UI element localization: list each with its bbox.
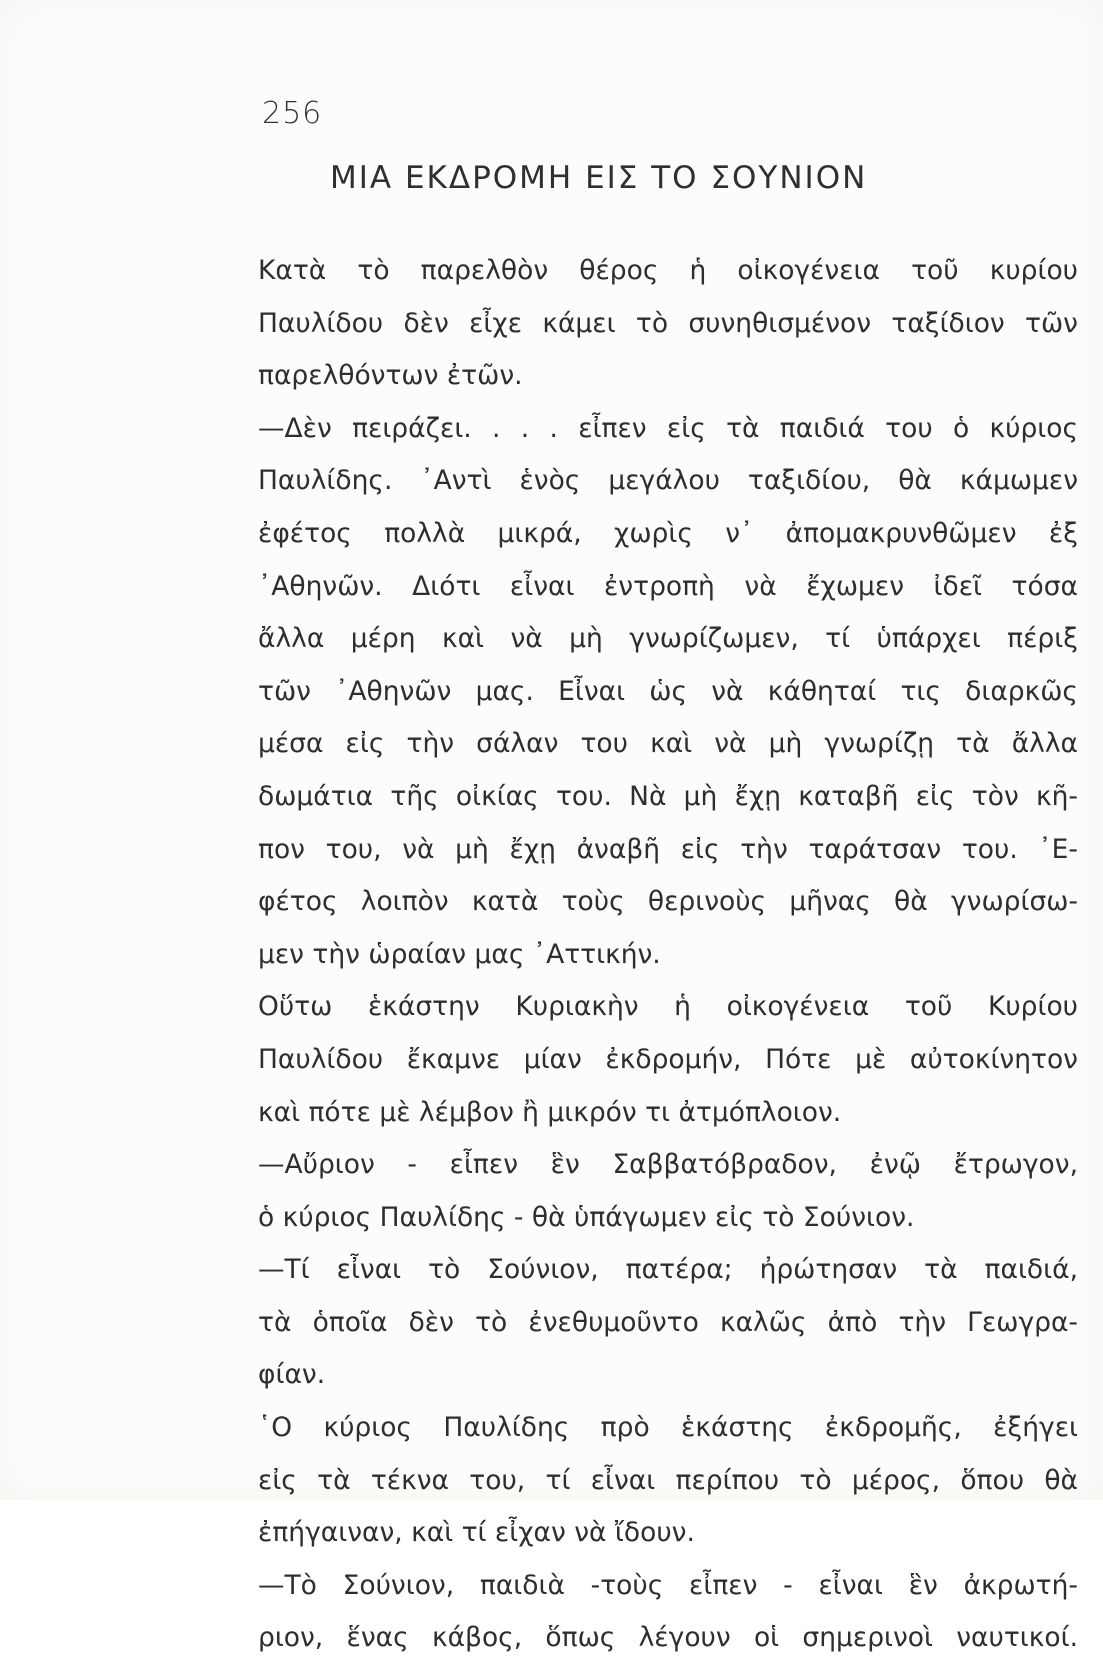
text-line: Κατὰ τὸ παρελθὸν θέρος ἡ οἰκογένεια τοῦ κυρίου (258, 255, 1078, 286)
text-line: παρελθόντων ἐτῶν. (258, 360, 523, 392)
text-line: Οὕτω ἑκάστην Κυριακὴν ἡ οἰκογένεια τοῦ Κυρίου (258, 991, 1078, 1023)
page-number: 256 (262, 96, 323, 131)
text-line: μέσα εἰς τὴν σάλαν του καὶ νὰ μὴ γνωρίζῃ τὰ ἄλλα (258, 728, 1078, 760)
text-line: καὶ πότε μὲ λέμβον ἢ μικρόν τι ἀτμόπλοιον. (258, 1096, 842, 1128)
text-line: ριον, ἕνας κάβος, ὅπως λέγουν οἱ σημερινοὶ ναυτικοί. (258, 1622, 1078, 1654)
text-line: πον του, νὰ μὴ ἔχῃ ἀναβῆ εἰς τὴν ταράτσαν του. ᾿Ε- (258, 833, 1078, 865)
text-line: ᾿Αθηνῶν. Διότι εἶναι ἐντροπὴ νὰ ἔχωμεν ἰδεῖ τόσα (258, 570, 1078, 602)
text-line: μεν τὴν ὡραίαν μας ᾿Αττικήν. (258, 938, 661, 970)
text-line: ἐπήγαιναν, καὶ τί εἶχαν νὰ ἴδουν. (258, 1517, 695, 1549)
text-line: —Δὲν πειράζει. . . . εἶπεν εἰς τὰ παιδιά του ὁ κύριος (258, 412, 1078, 444)
text-line: φίαν. (258, 1359, 326, 1391)
text-line: τὰ ὁποῖα δὲν τὸ ἐνεθυμοῦντο καλῶς ἀπὸ τὴν Γεωγρα- (258, 1306, 1078, 1338)
text-line: —Τὸ Σούνιον, παιδιὰ -τοὺς εἶπεν - εἶναι ἓν ἀκρωτή- (258, 1569, 1078, 1601)
text-line: Παυλίδης. ᾿Αντὶ ἑνὸς μεγάλου ταξιδίου, θὰ κάμωμεν (258, 465, 1078, 497)
text-line: εἰς τὰ τέκνα του, τί εἶναι περίπου τὸ μέρος, ὅπου θὰ (258, 1464, 1078, 1496)
text-line: δωμάτια τῆς οἰκίας του. Νὰ μὴ ἔχῃ καταβῆ εἰς τὸν κῆ- (258, 780, 1078, 812)
body-text (258, 245, 1078, 1665)
text-line: τῶν ᾿Αθηνῶν μας. Εἶναι ὡς νὰ κάθηταί τις διαρκῶς (258, 675, 1078, 707)
text-line: ἄλλα μέρη καὶ νὰ μὴ γνωρίζωμεν, τί ὑπάρχει πέριξ (258, 623, 1078, 655)
text-line: ἐφέτος πολλὰ μικρά, χωρὶς ν᾿ ἀπομακρυνθῶμεν ἐξ (258, 517, 1078, 549)
text-line: Παυλίδου δὲν εἶχε κάμει τὸ συνηθισμένον ταξίδιον τῶν (258, 307, 1078, 339)
text-line: —Τί εἶναι τὸ Σούνιον, πατέρα; ἠρώτησαν τὰ παιδιά, (258, 1254, 1078, 1286)
text-line: ῾Ο κύριος Παυλίδης πρὸ ἑκάστης ἐκδρομῆς, ἐξήγει (258, 1412, 1078, 1444)
chapter-title: ΜΙΑ ΕΚΔΡΟΜΗ ΕΙΣ ΤΟ ΣΟΥΝΙΟΝ (330, 160, 868, 196)
text-line: —Αὔριον - εἶπεν ἓν Σαββατόβραδον, ἐνῷ ἔτρωγον, (258, 1149, 1078, 1181)
text-line: Παυλίδου ἔκαμνε μίαν ἐκδρομήν, Πότε μὲ αὐτοκίνητον (258, 1043, 1078, 1075)
text-line: φέτος λοιπὸν κατὰ τοὺς θερινοὺς μῆνας θὰ γνωρίσω- (258, 886, 1078, 918)
text-line: ὁ κύριος Παυλίδης - θὰ ὑπάγωμεν εἰς τὸ Σούνιον. (258, 1201, 915, 1233)
